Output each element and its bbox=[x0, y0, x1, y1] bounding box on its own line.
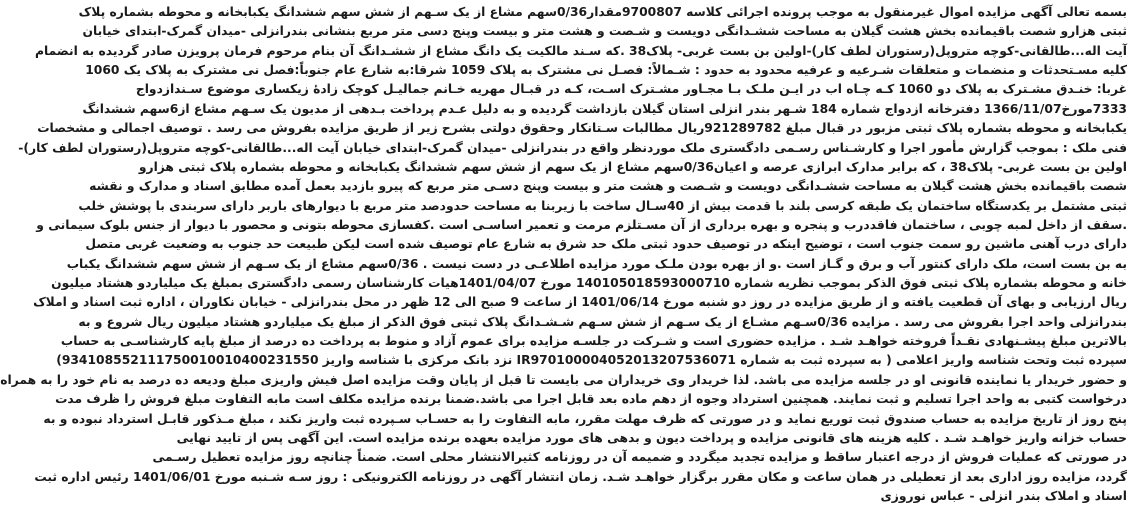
notice-line-17: بندرانزلی واحد اجرا بفروش می رسد . مزایده 0/36سـهم مشـاع از یک سـهم از شش سـهم شـشـدانگ پلاک ثبتی فوق الذکر از مبلغ یک میلیاردو هشتاد میلیون ریال شروع و به bbox=[78, 314, 1127, 329]
notice-line-11: ثبتی مشتمل بر یکدستگاه ساختمان یک طبقه کرسی بلند با قدمت بیش از 40سـال ساخت با زیربنا به مساحت حدودصد متر مربع با دیوارهای باربر دارای سربندی با پوشش خلب bbox=[78, 198, 1127, 213]
notice-line-22: پنج روز از تاریخ مزایده به حساب صندوق ثبت توریع نماید و در صورتی که ظرف مهلت مقرر، مابه التفاوت را به حسـاب سـپرده ثبت واریز نکند ، مبلغ مـذکور قابـل استرداد نبوده و به bbox=[43, 411, 1127, 426]
notice-line-8: فنی ملک : بموجب گزارش مأمور اجرا و کارشـناس رسـمی دادگستری ملک موردنظر واقع در بندرانزلی -میدان گمرک-ابتدای خیابان آیت اله...طالقانی-کوچه متروپل(رستوران لطف کار)- bbox=[18, 140, 1127, 155]
notice-line-3: آیت اله...طالقانی-کوچه متروپل(رستوران لطف کار)-اولین بن بست غربی- پلاک38 .که سـند مالکیت یک دانگ مشاع از ششـدانگ آن بنام مرحوم فرمان پرویزن صادر گردیده به انضمام bbox=[35, 43, 1127, 58]
notice-line-26: اسناد و املاک بندر انزلی - عباس نوروزی bbox=[880, 488, 1127, 503]
notice-line-12: .سقف از داخل لمبه چوبی ، ساختمان فاقددرب و پنجره و بهره برداری از آن مسـتلزم مرمت و تعمیر اساسـی است .کفسازی محوطه بتونی و محصور با دیوار از جنس بلوک سیمانی و bbox=[36, 217, 1127, 232]
notice-line-5: غربا: خنـدق مشـترک به پلاک دو 1060 کـه چـاه اب در ایـن ملـک بـا مجـاور مشـترک اسـت، کـه در قبـال مهریه خـانم جمالیـل کوچک زادۀ زیکساری موضوع سـنداز‌دواج bbox=[135, 82, 1127, 97]
notice-line-7: یکبابخانه و محوطه بشماره پلاک ثبتی مزبور در قبال مبلغ 921289782ریال مطالبات سـتانکار وحقوق دولتی بشرح زیر از طریق مزایده بفروش می رسد . توصیف اجمالی و مشخصات bbox=[37, 121, 1127, 136]
notice-line-1: بسمه تعالی آگهی مزایده اموال غیرمنقول به موجب پرونده اجرائی کلاسه 9700807مقدار0/36سهم مشاع از یک سـهم از شش سهم ششدانگ یکبابخانه و محوطه بشماره پلاک bbox=[78, 5, 1127, 19]
notice-line-4: کلیه مسـتحدثات و منضمات و متعلقات شـرعیه و عرفیه محدود به حدود : شـمالاً: فصـل نی مشترک به پلاک 1059 شرقا:به شارع عام جنوباً:فصل نی مشترک به پلاک یک 1060 bbox=[85, 63, 1127, 78]
notice-line-20: و حضور خریدار یا نماینده قانونی او در جلسه مزایده می باشد. لذا خریدار وی خریداران می بایست تا قبل از پایان وقت مزایده اصل فیش واریزی مبلغ ودیعه ده درصد به نام خود را به همراه bbox=[0, 372, 1127, 387]
notice-line-13: دارای درب آهنی ماشین رو سمت جنوب است ، توضیح اینکه در توصیف حدود ثبتی ملک حد شرق به شارع عام توصیف شده است لیکن طبیعت حد جنوب به وضعیت غربی متصل bbox=[85, 237, 1127, 252]
notice-line-18: بالاترین مبلغ پیشـنهادی نقـداً فروخته خواهـد شـد . مزایده حضوری است و شـرکت در جلسـه مزایده برای عموم آزاد و منوط به پرداخت ده درصد از مبلغ پایه کارشناسـی به حساب bbox=[60, 334, 1127, 349]
notice-line-24: در صورتی که عملیات فروش از درجه اعتبار ساقط و مزایده تجدید میگردد و ضمیمه آن در روزنامه کثیرالانتشار محلی است. ضمناً چنانچه روز مزایده تعطیل رسـمی bbox=[152, 450, 1127, 465]
notice-line-6: 7333مورخ1366/11/07 دفترخانه ازدواج شماره 184 شـهر بندر انزلی استان گیلان بازداشت گردیده و به دلیل عـدم پرداخت بـدهی از مدیون یک سـهم مشاع از6سهم ششدانگ bbox=[82, 101, 1127, 116]
notice-line-15: خانه و محوطه بشماره پلاک ثبتی فوق الذکر بموجب نظریه شماره 140105018593000710 مورخ 1401/04/07هیات کارشناسان رسمی دادگستری بمبلغ یک میلیاردو هشتاد میلیون bbox=[51, 276, 1127, 291]
notice-line-16: ریال ارزیابی و بهای آن قطعیت یافته و از طریق مزایده در روز دو شنبه مورخ 1401/06/14 از ساعت 9 صبح الی 12 ظهر در محل بندرانزلی - خیابان نکاوران ، اداره ثبت اسناد و املاک bbox=[33, 295, 1127, 310]
notice-line-23: حساب خزانه واریز خواهـد شـد . کلیه هزینه های قانونی مزایده و پرداخت دیون و بدهی های مورد مزایده بعهده برنده مزایده است. این آگهی پس از تایید نهایی bbox=[176, 430, 1127, 445]
notice-line-19: سپرده ثبت وتحت شناسه واریز اعلامی ( به سپرده ثبت به شماره IR970100004052013207536071 نزد بانک مرکزی با شناسه واریز 934108552111750010010400231550) bbox=[56, 353, 1127, 368]
notice-line-9: اولین بن بست غربی- پلاک38 ، که برابر مدارک ابرازی عرصه و اعیان0/36سهم مشاع از یک سهم از شش سهم ششدانگ یکبابخانه و محوطه بشماره پلاک ثبتی هزارو bbox=[138, 159, 1127, 174]
notice-line-21: درخواست کتبی به واحد اجرا تسلیم و ثبت نمایند. همچنین استرداد وجوه از دهم ماده بعد قابل اجرا می باشد.ضمنا برنده مزایده مکلف است مابه التفاوت مبلغ فروش را ظرف مدت bbox=[55, 392, 1127, 407]
notice-line-2: ثبتی هزارو شصت باقیمانده بخش هشت گیلان به مساحت ششـدانگی دویست و شـصت و هشت متر و بیست وپنج دسی متر مربع بنشانی بندرانزلی -میدان گمرک-ابتدای خیابان bbox=[82, 24, 1127, 39]
notice-line-14: به بن بست است، ملک دارای کنتور آب و برق و گـاز است .و از بهره بودن ملـک مورد مزایده اطلاعـی در دست نیست . 0/36سهم مشاع از یک سـهم از شش سهم ششدانگ یکباب bbox=[66, 256, 1127, 271]
notice-line-10: شصت باقیمانده بخش هشت گیلان به مساحت ششـدانگی دویست و شـصت و هشت متر و بیست وپنج دسـی متر مربع که پیرو بازدید بعمل آمده مطابق اسناد و مدارک و نقشه bbox=[89, 179, 1127, 194]
auction-notice-document bbox=[0, 3, 1127, 528]
notice-line-25: گردد، مزایده روز اداری بعد از تعطیلی در همان ساعت و مکان مقرر برگزار خواهـد شـد. زمان انتشار آگهی در روزنامه الکترونیکی : روز سـه شـنبه مورخ 1401/06/01 رئیس اداره ثبت bbox=[34, 469, 1127, 484]
